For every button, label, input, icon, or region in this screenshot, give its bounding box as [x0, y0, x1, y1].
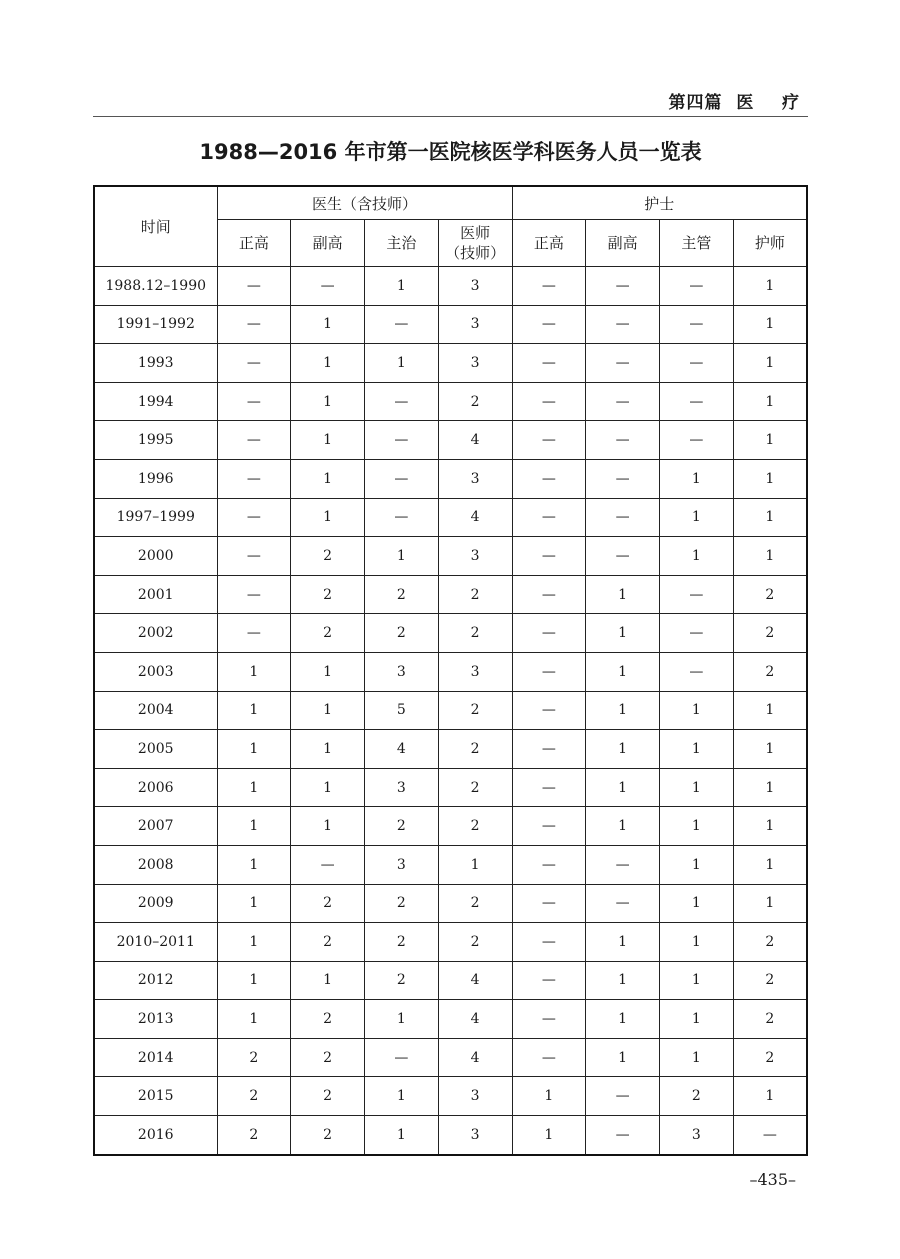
count-cell: 2 — [438, 923, 512, 962]
count-cell: — — [512, 614, 586, 653]
count-cell: — — [512, 1000, 586, 1039]
count-cell: 1 — [291, 730, 365, 769]
count-cell: 3 — [365, 768, 439, 807]
count-cell: — — [512, 267, 586, 306]
count-cell: — — [586, 1077, 660, 1116]
count-cell: 1 — [586, 1038, 660, 1077]
count-cell: 2 — [291, 537, 365, 576]
table-row — [94, 614, 807, 653]
count-cell: 1 — [217, 768, 291, 807]
count-cell: — — [512, 575, 586, 614]
count-cell: 1 — [660, 459, 734, 498]
count-cell: 1 — [586, 691, 660, 730]
time-cell: 2008 — [94, 845, 217, 884]
table-row — [94, 421, 807, 460]
count-cell: — — [291, 267, 365, 306]
count-cell: — — [217, 459, 291, 498]
table-row — [94, 652, 807, 691]
time-cell: 2003 — [94, 652, 217, 691]
count-cell: 2 — [733, 961, 807, 1000]
count-cell: 1 — [365, 1116, 439, 1155]
time-cell: 2014 — [94, 1038, 217, 1077]
table-row — [94, 305, 807, 344]
count-cell: 1 — [733, 1077, 807, 1116]
count-cell: 2 — [291, 575, 365, 614]
staff-table — [93, 185, 808, 1156]
count-cell: — — [217, 267, 291, 306]
column-header: 副高 — [291, 220, 365, 267]
count-cell: 2 — [291, 884, 365, 923]
count-cell: 1 — [586, 768, 660, 807]
count-cell: — — [586, 267, 660, 306]
column-header: 副高 — [586, 220, 660, 267]
count-cell: — — [217, 382, 291, 421]
time-cell: 2005 — [94, 730, 217, 769]
time-cell: 2015 — [94, 1077, 217, 1116]
count-cell: 1 — [733, 382, 807, 421]
time-cell: 1991–1992 — [94, 305, 217, 344]
count-cell: 2 — [438, 691, 512, 730]
table-row — [94, 382, 807, 421]
table-row — [94, 1038, 807, 1077]
page-title: 1988—2016 年市第一医院核医学科医务人员一览表 — [199, 140, 702, 164]
table-row — [94, 923, 807, 962]
time-cell: 2006 — [94, 768, 217, 807]
count-cell: 3 — [438, 459, 512, 498]
time-cell: 2001 — [94, 575, 217, 614]
count-cell: 1 — [365, 267, 439, 306]
count-cell: 1 — [586, 614, 660, 653]
count-cell: 3 — [438, 344, 512, 383]
count-cell: — — [512, 923, 586, 962]
table-row — [94, 267, 807, 306]
count-cell: 1 — [217, 730, 291, 769]
count-cell: 2 — [291, 1116, 365, 1155]
table-row — [94, 807, 807, 846]
time-cell: 2000 — [94, 537, 217, 576]
count-cell: — — [586, 344, 660, 383]
count-cell: — — [660, 575, 734, 614]
count-cell: — — [512, 1038, 586, 1077]
count-cell: 1 — [365, 1000, 439, 1039]
count-cell: 1 — [586, 575, 660, 614]
running-head: 第四篇 医 疗 — [668, 93, 800, 113]
count-cell: 2 — [217, 1077, 291, 1116]
count-cell: 1 — [217, 884, 291, 923]
count-cell: — — [365, 498, 439, 537]
count-cell: — — [660, 382, 734, 421]
count-cell: 2 — [438, 768, 512, 807]
count-cell: — — [660, 614, 734, 653]
count-cell: — — [512, 344, 586, 383]
count-cell: 1 — [733, 768, 807, 807]
count-cell: 2 — [438, 807, 512, 846]
count-cell: 3 — [660, 1116, 734, 1155]
count-cell: 1 — [291, 768, 365, 807]
count-cell: 3 — [438, 1077, 512, 1116]
header-rule — [93, 116, 808, 117]
time-cell: 1996 — [94, 459, 217, 498]
count-cell: 2 — [438, 884, 512, 923]
count-cell: 2 — [291, 614, 365, 653]
count-cell: 1 — [291, 421, 365, 460]
count-cell: 2 — [733, 923, 807, 962]
count-cell: 1 — [733, 498, 807, 537]
table-row — [94, 1000, 807, 1039]
count-cell: 1 — [217, 923, 291, 962]
count-cell: 2 — [660, 1077, 734, 1116]
count-cell: 2 — [438, 575, 512, 614]
count-cell: — — [586, 537, 660, 576]
time-cell: 2016 — [94, 1116, 217, 1155]
time-cell: 2004 — [94, 691, 217, 730]
count-cell: 1 — [291, 459, 365, 498]
count-cell: 1 — [660, 691, 734, 730]
count-cell: 4 — [438, 1000, 512, 1039]
table-row — [94, 1077, 807, 1116]
count-cell: — — [365, 305, 439, 344]
count-cell: — — [660, 344, 734, 383]
count-cell: — — [512, 730, 586, 769]
time-cell: 2013 — [94, 1000, 217, 1039]
time-cell: 1997–1999 — [94, 498, 217, 537]
time-cell: 2010–2011 — [94, 923, 217, 962]
count-cell: 1 — [291, 807, 365, 846]
count-cell: 2 — [365, 614, 439, 653]
count-cell: 1 — [660, 1000, 734, 1039]
count-cell: 1 — [291, 382, 365, 421]
count-cell: 1 — [733, 305, 807, 344]
count-cell: 1 — [733, 845, 807, 884]
time-cell: 2007 — [94, 807, 217, 846]
time-header: 时间 — [94, 186, 217, 267]
count-cell: 1 — [217, 845, 291, 884]
count-cell: 2 — [733, 1038, 807, 1077]
count-cell: 2 — [733, 575, 807, 614]
count-cell: — — [512, 807, 586, 846]
count-cell: — — [660, 267, 734, 306]
count-cell: — — [512, 845, 586, 884]
count-cell: 1 — [291, 691, 365, 730]
count-cell: 1 — [217, 652, 291, 691]
time-cell: 2002 — [94, 614, 217, 653]
count-cell: 1 — [365, 344, 439, 383]
count-cell: — — [660, 652, 734, 691]
count-cell: — — [586, 1116, 660, 1155]
count-cell: 1 — [217, 1000, 291, 1039]
count-cell: — — [512, 382, 586, 421]
count-cell: 4 — [438, 498, 512, 537]
count-cell: 2 — [217, 1116, 291, 1155]
count-cell: 1 — [660, 730, 734, 769]
doctor-group-header: 医生（含技师） — [217, 186, 512, 220]
count-cell: 1 — [733, 421, 807, 460]
count-cell: 1 — [217, 691, 291, 730]
count-cell: 4 — [438, 1038, 512, 1077]
table-row — [94, 344, 807, 383]
count-cell: — — [586, 421, 660, 460]
count-cell: — — [365, 382, 439, 421]
table-row — [94, 459, 807, 498]
count-cell: 1 — [586, 1000, 660, 1039]
table-row — [94, 768, 807, 807]
count-cell: 1 — [660, 961, 734, 1000]
count-cell: 2 — [733, 1000, 807, 1039]
count-cell: 1 — [586, 652, 660, 691]
count-cell: — — [586, 305, 660, 344]
count-cell: 3 — [438, 267, 512, 306]
count-cell: 1 — [660, 923, 734, 962]
count-cell: 2 — [291, 1038, 365, 1077]
count-cell: — — [365, 459, 439, 498]
count-cell: — — [512, 652, 586, 691]
count-cell: 1 — [733, 537, 807, 576]
table-row — [94, 575, 807, 614]
count-cell: 2 — [365, 807, 439, 846]
count-cell: 5 — [365, 691, 439, 730]
count-cell: 1 — [660, 845, 734, 884]
time-cell: 1988.12–1990 — [94, 267, 217, 306]
count-cell: 4 — [365, 730, 439, 769]
count-cell: — — [660, 305, 734, 344]
count-cell: 1 — [365, 1077, 439, 1116]
count-cell: 2 — [291, 923, 365, 962]
count-cell: 1 — [291, 961, 365, 1000]
column-header: 正高 — [217, 220, 291, 267]
count-cell: 1 — [733, 344, 807, 383]
table-row — [94, 845, 807, 884]
count-cell: 2 — [438, 730, 512, 769]
count-cell: — — [586, 382, 660, 421]
count-cell: 2 — [291, 1077, 365, 1116]
count-cell: 1 — [217, 961, 291, 1000]
table-row — [94, 730, 807, 769]
count-cell: — — [291, 845, 365, 884]
table-row — [94, 1116, 807, 1155]
count-cell: — — [586, 459, 660, 498]
count-cell: 1 — [291, 498, 365, 537]
count-cell: — — [586, 845, 660, 884]
count-cell: — — [586, 884, 660, 923]
count-cell: 2 — [217, 1038, 291, 1077]
count-cell: 1 — [586, 807, 660, 846]
count-cell: 1 — [586, 923, 660, 962]
count-cell: — — [217, 537, 291, 576]
count-cell: 4 — [438, 421, 512, 460]
count-cell: 2 — [365, 575, 439, 614]
time-cell: 2009 — [94, 884, 217, 923]
count-cell: — — [512, 421, 586, 460]
count-cell: 1 — [512, 1077, 586, 1116]
count-cell: — — [217, 305, 291, 344]
count-cell: 2 — [365, 884, 439, 923]
count-cell: — — [586, 498, 660, 537]
count-cell: 1 — [217, 807, 291, 846]
count-cell: 2 — [291, 1000, 365, 1039]
count-cell: 3 — [365, 845, 439, 884]
table-body — [94, 267, 807, 1155]
count-cell: 2 — [438, 614, 512, 653]
table-row — [94, 537, 807, 576]
count-cell: — — [512, 305, 586, 344]
count-cell: 1 — [733, 884, 807, 923]
count-cell: — — [512, 537, 586, 576]
column-header: 主管 — [660, 220, 734, 267]
count-cell: 1 — [660, 884, 734, 923]
table-row — [94, 884, 807, 923]
column-header: 主治 — [365, 220, 439, 267]
count-cell: 1 — [512, 1116, 586, 1155]
count-cell: — — [512, 768, 586, 807]
count-cell: 2 — [438, 382, 512, 421]
column-header: 正高 — [512, 220, 586, 267]
time-cell: 1994 — [94, 382, 217, 421]
column-header: 医师 （技师） — [438, 220, 512, 267]
table-row — [94, 691, 807, 730]
count-cell: — — [512, 498, 586, 537]
count-cell: 1 — [660, 768, 734, 807]
time-cell: 2012 — [94, 961, 217, 1000]
count-cell: 2 — [733, 614, 807, 653]
column-header: 护师 — [733, 220, 807, 267]
count-cell: — — [512, 691, 586, 730]
count-cell: 1 — [733, 267, 807, 306]
count-cell: 1 — [733, 807, 807, 846]
count-cell: 4 — [438, 961, 512, 1000]
count-cell: — — [512, 884, 586, 923]
page-number: –435– — [749, 1170, 796, 1189]
count-cell: — — [365, 1038, 439, 1077]
count-cell: — — [512, 459, 586, 498]
count-cell: 3 — [438, 305, 512, 344]
count-cell: 2 — [365, 923, 439, 962]
count-cell: 1 — [586, 961, 660, 1000]
count-cell: 1 — [660, 1038, 734, 1077]
count-cell: 1 — [438, 845, 512, 884]
count-cell: 1 — [660, 498, 734, 537]
count-cell: 3 — [438, 537, 512, 576]
count-cell: — — [733, 1116, 807, 1155]
count-cell: 3 — [438, 1116, 512, 1155]
table-row — [94, 498, 807, 537]
table-group-header-row — [94, 186, 807, 220]
time-cell: 1995 — [94, 421, 217, 460]
count-cell: 1 — [586, 730, 660, 769]
count-cell: — — [217, 575, 291, 614]
count-cell: 3 — [438, 652, 512, 691]
count-cell: 1 — [291, 652, 365, 691]
count-cell: — — [512, 961, 586, 1000]
count-cell: 1 — [365, 537, 439, 576]
count-cell: 1 — [733, 730, 807, 769]
count-cell: — — [660, 421, 734, 460]
count-cell: — — [217, 498, 291, 537]
count-cell: 2 — [733, 652, 807, 691]
count-cell: 1 — [291, 344, 365, 383]
count-cell: 1 — [660, 807, 734, 846]
nurse-group-header: 护士 — [512, 186, 807, 220]
count-cell: — — [365, 421, 439, 460]
count-cell: 1 — [660, 537, 734, 576]
count-cell: — — [217, 421, 291, 460]
count-cell: 2 — [365, 961, 439, 1000]
count-cell: — — [217, 344, 291, 383]
table-row — [94, 961, 807, 1000]
count-cell: — — [217, 614, 291, 653]
count-cell: 1 — [733, 459, 807, 498]
count-cell: 1 — [291, 305, 365, 344]
time-cell: 1993 — [94, 344, 217, 383]
count-cell: 3 — [365, 652, 439, 691]
count-cell: 1 — [733, 691, 807, 730]
